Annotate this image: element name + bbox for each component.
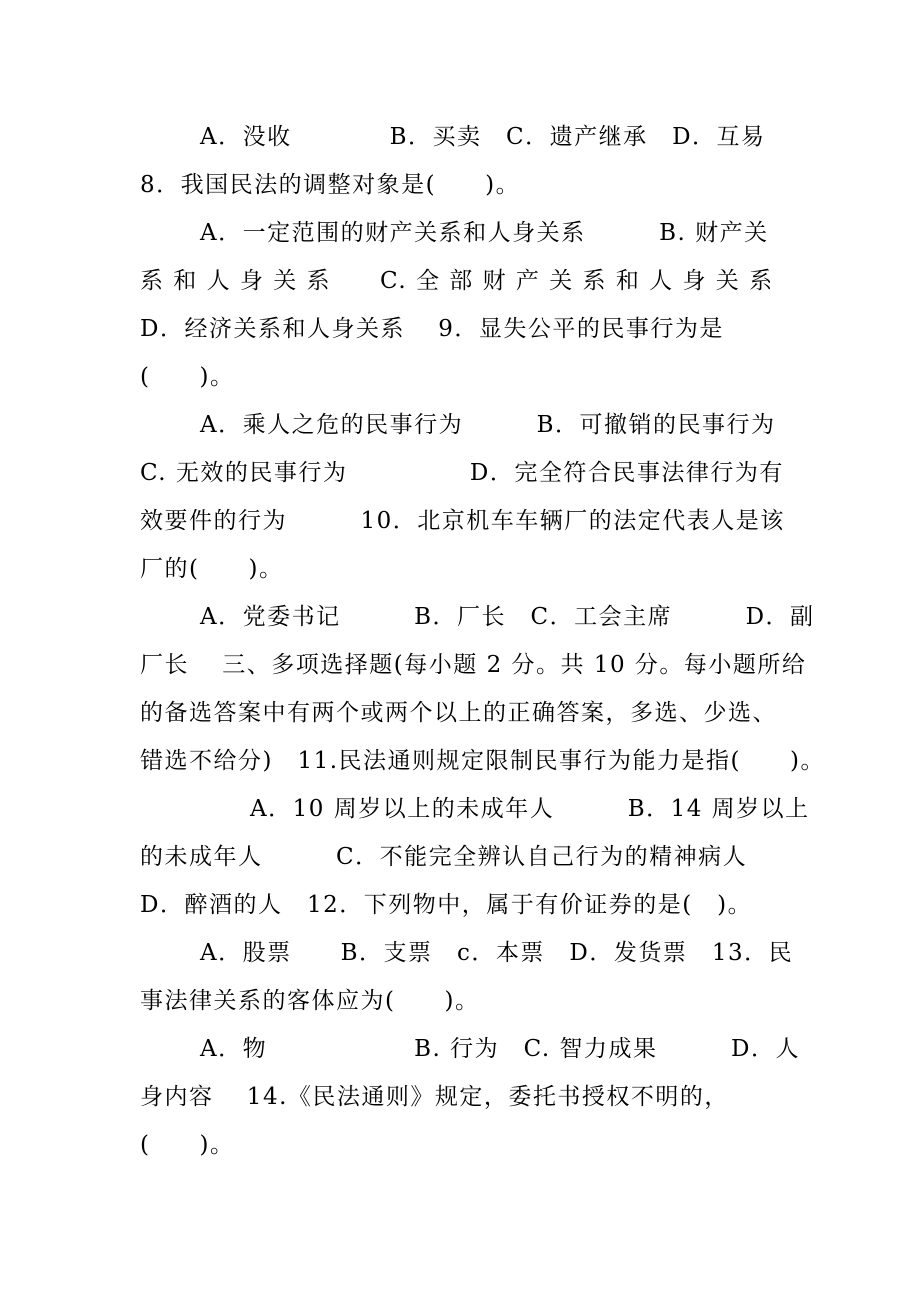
text-line: 效要件的行为 10．北京机车车辆厂的法定代表人是该 [140, 508, 785, 534]
text-line: A．一定范围的财产关系和人身关系 B. 财产关 [200, 220, 769, 246]
text-line: 的备选答案中有两个或两个以上的正确答案，多选、少选、 [140, 700, 777, 726]
text-line: D．醉酒的人 12．下列物中，属于有价证券的是( )。 [140, 892, 753, 918]
text-line: 厂的( )。 [140, 556, 284, 582]
text-line: D．经济关系和人身关系 9．显失公平的民事行为是 [140, 316, 724, 342]
text-line: 厂长 三、多项选择题(每小题 2 分。共 10 分。每小题所给 [140, 652, 807, 678]
text-line: 事法律关系的客体应为( )。 [140, 988, 480, 1014]
text-line: C. 无效的民事行为 D．完全符合民事法律行为有 [140, 460, 784, 486]
text-line: A．没收 B．买卖 C．遗产继承 D．互易 [200, 124, 766, 150]
text-line: A．10 周岁以上的未成年人 B．14 周岁以上 [250, 796, 810, 822]
text-line: A．党委书记 B．厂长 C．工会主席 D．副 [200, 604, 815, 630]
text-line: 系 和 人 身 关 系 C. 全 部 财 产 关 系 和 人 身 关 系 [140, 268, 774, 294]
text-line: 身内容 14.《民法通则》规定，委托书授权不明的， [140, 1084, 729, 1110]
text-line: ( )。 [140, 364, 235, 390]
text-line: 的未成年人 C．不能完全辨认自己行为的精神病人 [140, 844, 748, 870]
text-line: A．物 B. 行为 C. 智力成果 D．人 [200, 1036, 800, 1062]
text-line: 8．我国民法的调整对象是( )。 [140, 172, 521, 198]
text-line: 错选不给分) 11.民法通则规定限制民事行为能力是指( )。 [140, 748, 825, 774]
text-line: A．股票 B．支票 c．本票 D．发货票 13．民 [200, 940, 794, 966]
text-line: A．乘人之危的民事行为 B．可撤销的民事行为 [200, 412, 776, 438]
text-line: ( )。 [140, 1132, 235, 1158]
